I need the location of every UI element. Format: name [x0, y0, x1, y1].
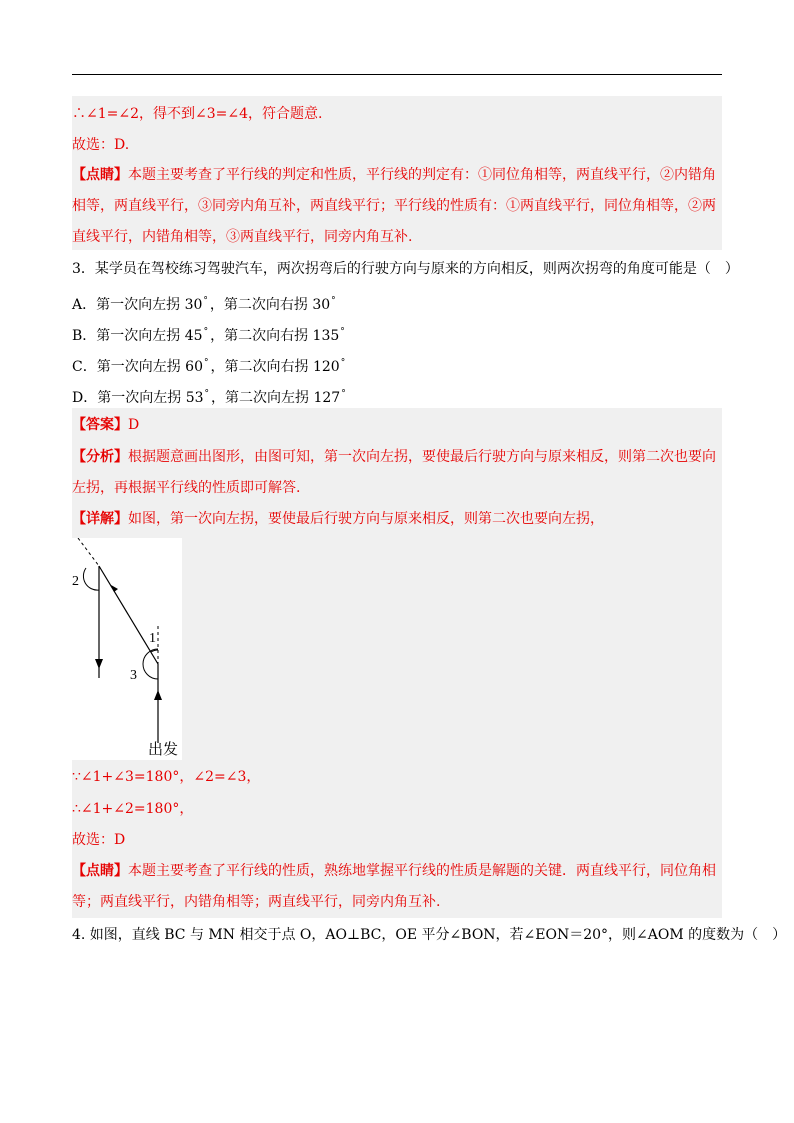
prev-solution-comment-line-2: 相等，两直线平行，③同旁内角互补，两直线平行；平行线的性质有：①两直线平行，同位角相等，②两: [72, 198, 716, 214]
angle-3-arc: [143, 649, 158, 679]
degree-mark: °: [341, 389, 346, 399]
degree-mark: °: [204, 389, 210, 399]
degree-mark: °: [340, 358, 346, 368]
angle-2-arc: [83, 568, 99, 590]
detail-text: 如图，第一次向左拐，要使最后行驶方向与原来相反，则第二次也要向左拐，: [128, 511, 604, 527]
degree-mark: °: [203, 296, 208, 306]
option-label: A．第一次向左拐: [72, 297, 185, 313]
option-angle-2: 135: [312, 328, 340, 344]
comment-text: 本题主要考查了平行线的判定和性质，平行线的判定有：①同位角相等，两直线平行，②内错角: [128, 167, 716, 183]
option-angle-1: 53: [185, 390, 204, 406]
diagonal-path: [99, 566, 158, 664]
turning-diagram: [72, 538, 182, 760]
angle-2-label: 2: [72, 574, 79, 589]
start-label: 出发: [148, 740, 179, 758]
q3-comment: [72, 861, 732, 881]
down-arrow-icon: [95, 659, 103, 669]
answer-paren: ）: [772, 927, 787, 943]
option-angle-2: 120: [312, 359, 340, 375]
header-rule: [72, 74, 722, 75]
option-angle-1: 45: [184, 328, 203, 344]
prev-solution-line-1: ∴∠1=∠2，得不到∠3=∠4，符合题意.: [72, 106, 323, 122]
q3-analysis: [72, 447, 732, 467]
answer-value: D: [128, 417, 140, 433]
detail-tag: 【详解】: [72, 511, 128, 527]
up-arrow-icon: [154, 690, 162, 700]
analysis-text: 根据题意画出图形，由图可知，第一次向左拐，要使最后行驶方向与原来相反，则第二次也要向: [128, 449, 716, 465]
comment-text: 本题主要考查了平行线的性质，熟练地掌握平行线的性质是解题的关键．两直线平行，同位角相: [128, 863, 716, 879]
q3-comment-line-2: 等；两直线平行，内错角相等；两直线平行，同旁内角互补.: [72, 894, 441, 910]
angle-1-label: 1: [149, 631, 156, 646]
degree-mark: °: [203, 327, 209, 337]
option-angle-2: 30: [312, 297, 331, 313]
question-4-stem: [72, 925, 787, 945]
option-b: [72, 322, 732, 346]
option-label: B．第一次向左拐: [72, 328, 185, 344]
option-label: D．第一次向左拐: [72, 390, 186, 406]
question-4-text: 4. 如图，直线 BC 与 MN 相交于点 O，AO⊥BC，OE 平分∠BON，若∠EON＝20°，则∠AOM 的度数为（: [72, 927, 759, 943]
option-mid: ，第二次向右拐: [209, 297, 313, 313]
option-label: C．第一次向左拐: [72, 359, 186, 375]
q3-step-2: ∴∠1+∠2=180°，: [72, 801, 194, 817]
q3-detail: [72, 509, 732, 529]
option-angle-1: 60: [185, 359, 203, 375]
q3-step-3: 故选：D: [72, 832, 126, 848]
degree-mark: °: [331, 296, 336, 306]
option-mid: ，第二次向右拐: [210, 328, 313, 344]
analysis-tag: 【分析】: [72, 449, 128, 465]
turning-diagram-svg: [72, 538, 182, 760]
question-3-stem: [72, 259, 739, 279]
comment-tag: 【点睛】: [72, 863, 128, 879]
answer-paren: ）: [724, 261, 739, 277]
option-angle-1: 30: [184, 297, 203, 313]
prev-solution-choice: 故选：D.: [72, 137, 130, 153]
q3-step-1: ∵∠1+∠3=180°，∠2=∠3，: [72, 769, 261, 785]
degree-mark: °: [204, 358, 209, 368]
option-d: [72, 384, 732, 408]
prev-solution-comment: [72, 165, 732, 185]
q3-answer: [72, 415, 732, 435]
degree-mark: °: [340, 327, 345, 337]
answer-tag: 【答案】: [72, 417, 128, 433]
option-a: [72, 291, 732, 315]
option-mid: ，第二次向左拐: [211, 390, 314, 406]
option-angle-2: 127: [313, 390, 341, 406]
prev-solution-comment-line-3: 直线平行，内错角相等，③两直线平行，同旁内角互补.: [72, 229, 413, 245]
question-3-text: 3．某学员在驾校练习驾驶汽车，两次拐弯后的行驶方向与原来的方向相反，则两次拐弯的角度可能是（: [72, 261, 711, 277]
q3-analysis-line-2: 左拐，再根据平行线的性质即可解答.: [72, 480, 301, 496]
angle-3-label: 3: [130, 668, 137, 683]
option-mid: ，第二次向右拐: [210, 359, 313, 375]
option-c: [72, 353, 732, 377]
extension-dashed-line: [78, 538, 99, 566]
comment-tag: 【点睛】: [72, 167, 128, 183]
